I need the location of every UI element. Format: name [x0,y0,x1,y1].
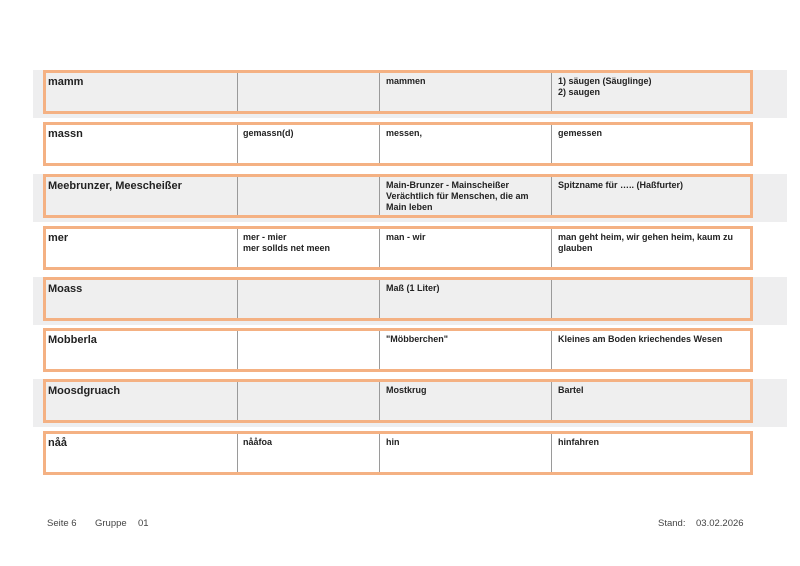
note-cell: Kleines am Boden kriechendes Wesen [558,334,723,344]
group-value: 01 [138,518,149,529]
column-divider [237,280,238,318]
column-divider [379,73,380,111]
stand-label: Stand: [658,518,686,529]
note-cell: gemessen [558,128,603,138]
form-cell: nååfoa [243,437,273,447]
table-row [33,277,787,325]
column-divider [237,382,238,420]
column-divider [551,177,552,215]
table-row [33,431,787,479]
column-divider [551,73,552,111]
column-divider [551,229,552,267]
table-row [33,122,787,170]
term-cell: nåå [48,437,67,449]
note-cell: 1) säugen (Säuglinge) 2) saugen [558,76,652,97]
table-row [33,328,787,376]
term-cell: Moosdgruach [48,385,121,397]
term-cell: Moass [48,283,83,295]
column-divider [379,280,380,318]
column-divider [379,331,380,369]
note-cell: Spitzname für ….. (Haßfurter) [558,180,684,190]
note-cell: Bartel [558,385,584,395]
column-divider [551,125,552,163]
stand-date: 03.02.2026 [696,518,744,529]
table-row [33,379,787,427]
term-cell: mer [48,232,69,244]
column-divider [379,125,380,163]
column-divider [237,125,238,163]
column-divider [379,382,380,420]
column-divider [551,382,552,420]
note-cell: hinfahren [558,437,600,447]
column-divider [237,73,238,111]
meaning-cell: hin [386,437,400,447]
column-divider [379,229,380,267]
column-divider [237,331,238,369]
term-cell: massn [48,128,83,140]
term-cell: mamm [48,76,84,88]
meaning-cell: Main-Brunzer - Mainscheißer Verächtlich für Menschen, die am Main leben [386,180,529,212]
meaning-cell: "Möbberchen" [386,334,449,344]
form-cell: gemassn(d) [243,128,294,138]
term-cell: Mobberla [48,334,97,346]
column-divider [551,434,552,472]
meaning-cell: mammen [386,76,426,86]
meaning-cell: messen, [386,128,423,138]
column-divider [379,434,380,472]
column-divider [237,229,238,267]
column-divider [237,177,238,215]
term-cell: Meebrunzer, Meescheißer [48,180,182,192]
meaning-cell: Mostkrug [386,385,427,395]
meaning-cell: man - wir [386,232,426,242]
table-row [33,174,787,222]
group-label: Gruppe [95,518,127,529]
column-divider [379,177,380,215]
note-cell: man geht heim, wir gehen heim, kaum zu glauben [558,232,734,253]
meaning-cell: Maß (1 Liter) [386,283,440,293]
column-divider [237,434,238,472]
form-cell: mer - mier mer sollds net meen [243,232,331,253]
table-row [33,70,787,118]
page-number: Seite 6 [47,518,77,529]
column-divider [551,280,552,318]
column-divider [551,331,552,369]
table-row [33,226,787,274]
